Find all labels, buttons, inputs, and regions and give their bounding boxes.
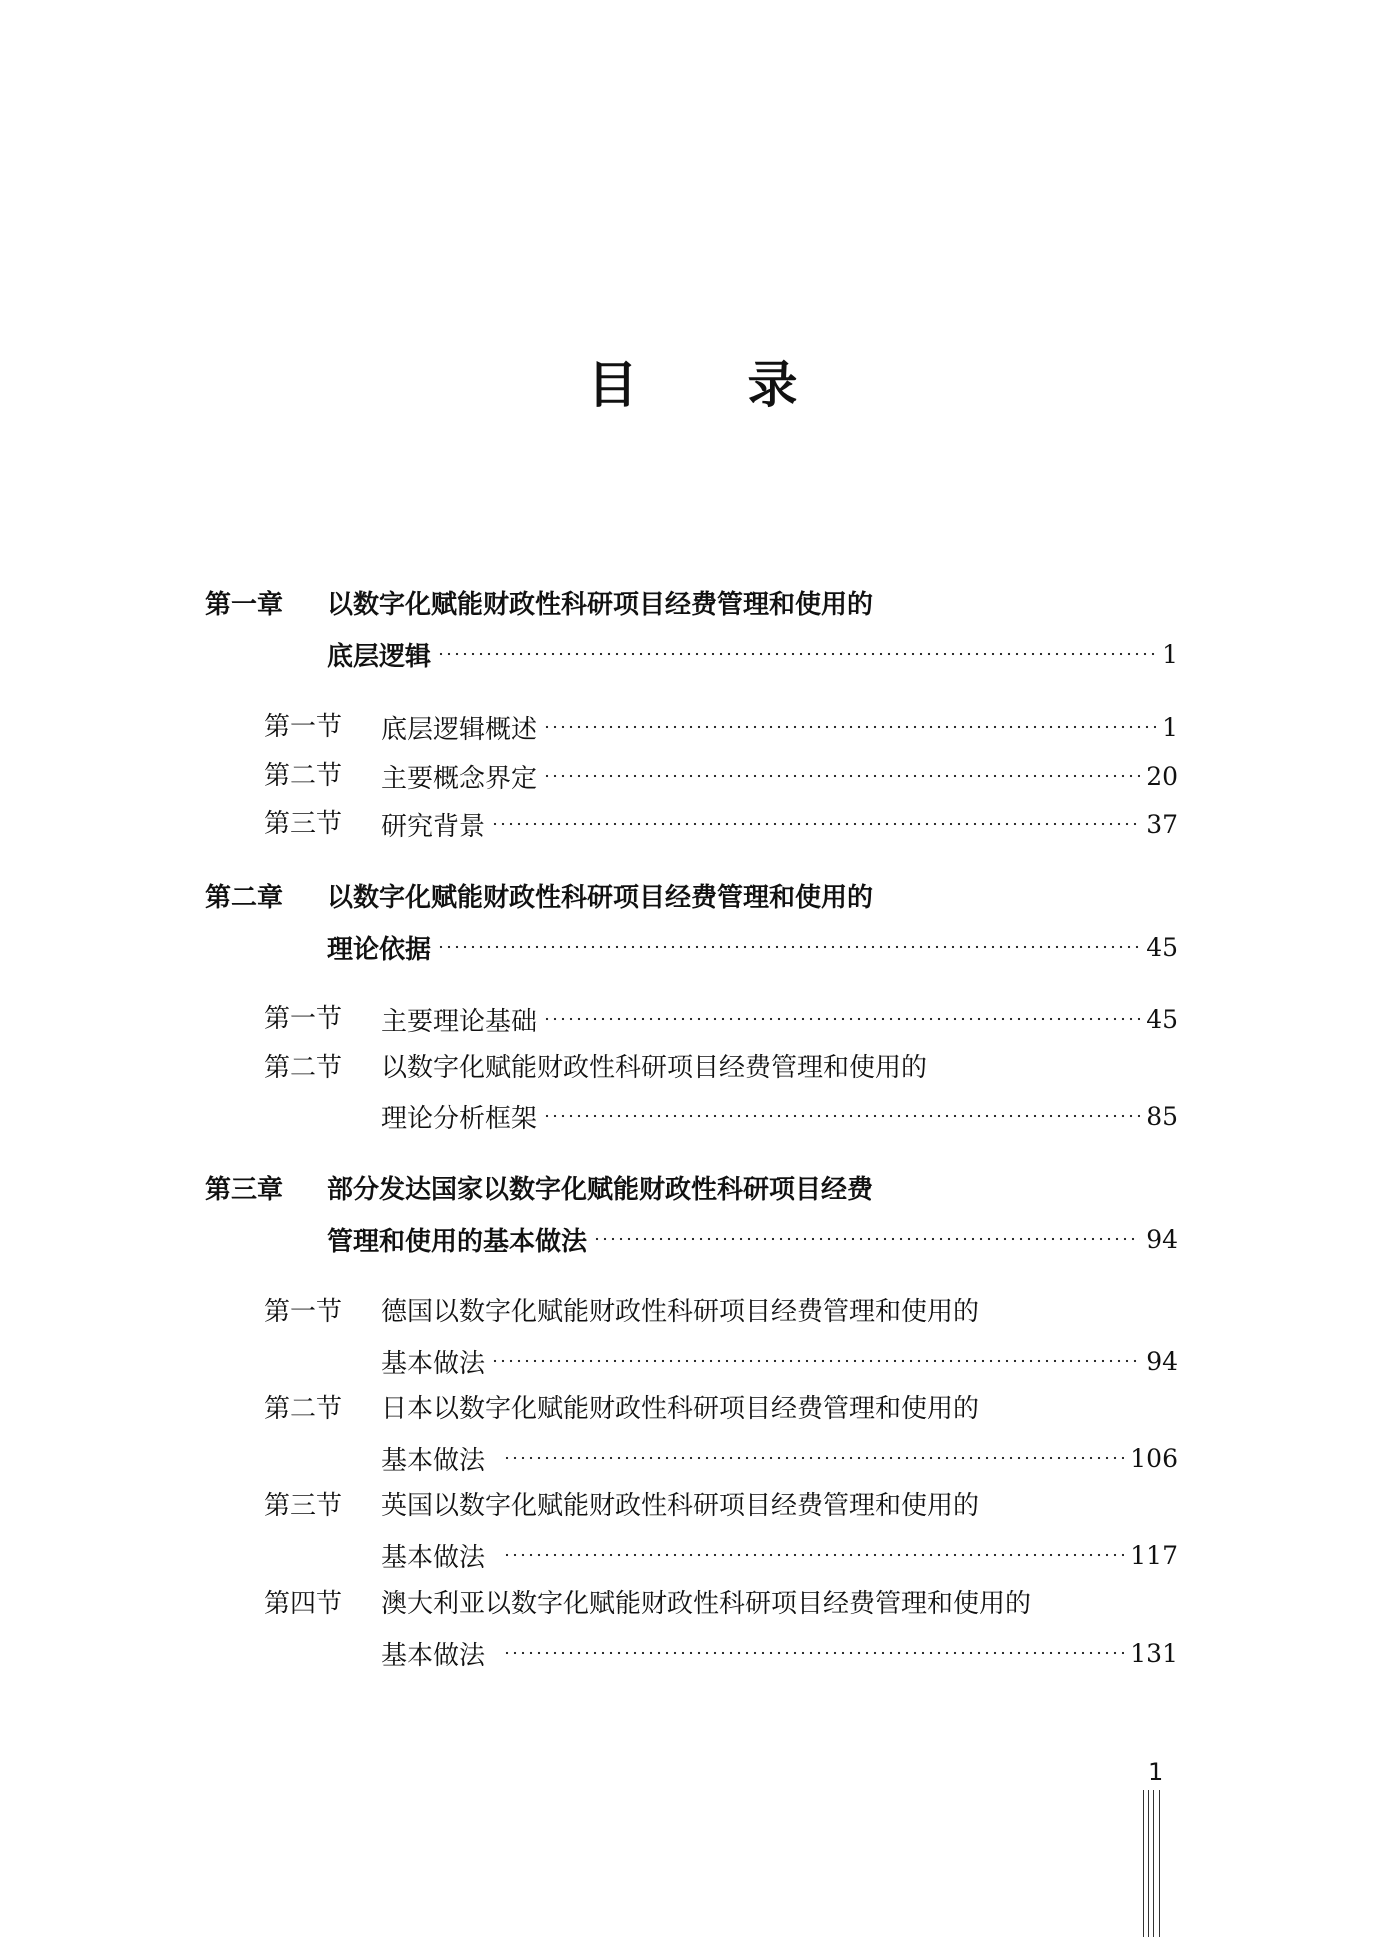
dot-leader: [543, 1113, 1140, 1119]
chapter-label: 第三章: [205, 1175, 284, 1205]
section-title-cont: 理论分析框架: [381, 1103, 538, 1134]
section-title: 英国以数字化赋能财政性科研项目经费管理和使用的: [381, 1491, 980, 1521]
section-3-2-heading[interactable]: 第二节 日本以数字化赋能财政性科研项目经费管理和使用的: [264, 1391, 1084, 1427]
chapter-3-entry[interactable]: [327, 1221, 1178, 1257]
dot-leader: [543, 724, 1156, 730]
section-1-2-entry[interactable]: [381, 758, 1178, 794]
page-number: 106: [1130, 1443, 1178, 1473]
section-1-2-label: 第二节: [264, 761, 343, 791]
section-3-1-heading[interactable]: 第一节 德国以数字化赋能财政性科研项目经费管理和使用的: [264, 1294, 1084, 1330]
section-2-1-label: 第一节: [264, 1004, 343, 1034]
section-3-4-heading[interactable]: 第四节 澳大利亚以数字化赋能财政性科研项目经费管理和使用的: [264, 1586, 1124, 1622]
section-3-4-entry[interactable]: [381, 1635, 1178, 1671]
section-1-3-entry[interactable]: [381, 806, 1178, 842]
section-3-1-entry[interactable]: [381, 1343, 1178, 1379]
dot-leader: [437, 651, 1156, 657]
section-title-cont: 基本做法: [381, 1445, 486, 1476]
chapter-label: 第一章: [205, 590, 284, 620]
edge-thumb-rules: [1143, 1790, 1167, 1937]
chapter-title-cont: 理论依据: [327, 934, 432, 965]
page-number: 20: [1146, 761, 1178, 791]
section-title: 主要概念界定: [381, 763, 538, 794]
dot-leader: [437, 944, 1140, 950]
dot-leader: [543, 773, 1140, 779]
dot-leader: [503, 1552, 1124, 1558]
chapter-2-entry[interactable]: [327, 929, 1178, 965]
section-2-2-heading[interactable]: 第二节 以数字化赋能财政性科研项目经费管理和使用的: [264, 1050, 1064, 1086]
page-number: 37: [1146, 809, 1178, 839]
chapter-1-entry[interactable]: [327, 636, 1178, 672]
section-title: 德国以数字化赋能财政性科研项目经费管理和使用的: [381, 1297, 980, 1327]
section-3-3-heading[interactable]: 第三节 英国以数字化赋能财政性科研项目经费管理和使用的: [264, 1488, 1084, 1524]
dot-leader: [503, 1650, 1124, 1656]
section-title-cont: 基本做法: [381, 1640, 486, 1671]
title-char-2: 录: [747, 356, 798, 414]
section-title: 研究背景: [381, 811, 486, 842]
section-title-cont: 基本做法: [381, 1348, 486, 1379]
dot-leader: [593, 1236, 1140, 1242]
section-title: 日本以数字化赋能财政性科研项目经费管理和使用的: [381, 1394, 980, 1424]
section-title: 底层逻辑概述: [381, 714, 538, 745]
section-2-1-entry[interactable]: [381, 1001, 1178, 1037]
page-number: 45: [1146, 1004, 1178, 1034]
section-3-2-entry[interactable]: [381, 1440, 1178, 1476]
dot-leader: [543, 1016, 1140, 1022]
page-number: 45: [1146, 932, 1178, 962]
section-1-3-label: 第三节: [264, 809, 343, 839]
page-number: 85: [1146, 1101, 1178, 1131]
section-1-1-label: 第一节: [264, 712, 343, 742]
chapter-label: 第二章: [205, 883, 284, 913]
section-2-2-entry[interactable]: [381, 1098, 1178, 1134]
page-number: 117: [1130, 1540, 1178, 1570]
dot-leader: [491, 821, 1140, 827]
chapter-title-cont: 管理和使用的基本做法: [327, 1226, 588, 1257]
page-number: 131: [1130, 1638, 1178, 1668]
footer-page-number: 1: [1148, 1758, 1164, 1786]
page-number: 1: [1162, 639, 1178, 669]
page-number: 94: [1146, 1224, 1178, 1254]
section-1-1-entry[interactable]: [381, 709, 1178, 745]
dot-leader: [491, 1358, 1140, 1364]
title-char-1: 目: [587, 356, 638, 414]
section-title: 以数字化赋能财政性科研项目经费管理和使用的: [381, 1053, 928, 1083]
chapter-3-heading[interactable]: [205, 1172, 1005, 1208]
chapter-1-heading[interactable]: [205, 587, 1005, 623]
page-number: 94: [1146, 1346, 1178, 1376]
dot-leader: [503, 1455, 1124, 1461]
section-title-cont: 基本做法: [381, 1542, 486, 1573]
chapter-2-heading[interactable]: [205, 880, 1005, 916]
section-title: 主要理论基础: [381, 1006, 538, 1037]
page-number: 1: [1162, 712, 1178, 742]
section-title: 澳大利亚以数字化赋能财政性科研项目经费管理和使用的: [381, 1589, 1032, 1619]
chapter-title: 以数字化赋能财政性科研项目经费管理和使用的: [327, 883, 874, 913]
chapter-title: 部分发达国家以数字化赋能财政性科研项目经费: [327, 1175, 874, 1205]
chapter-title-cont: 底层逻辑: [327, 641, 432, 672]
chapter-title: 以数字化赋能财政性科研项目经费管理和使用的: [327, 590, 874, 620]
section-3-3-entry[interactable]: [381, 1537, 1178, 1573]
